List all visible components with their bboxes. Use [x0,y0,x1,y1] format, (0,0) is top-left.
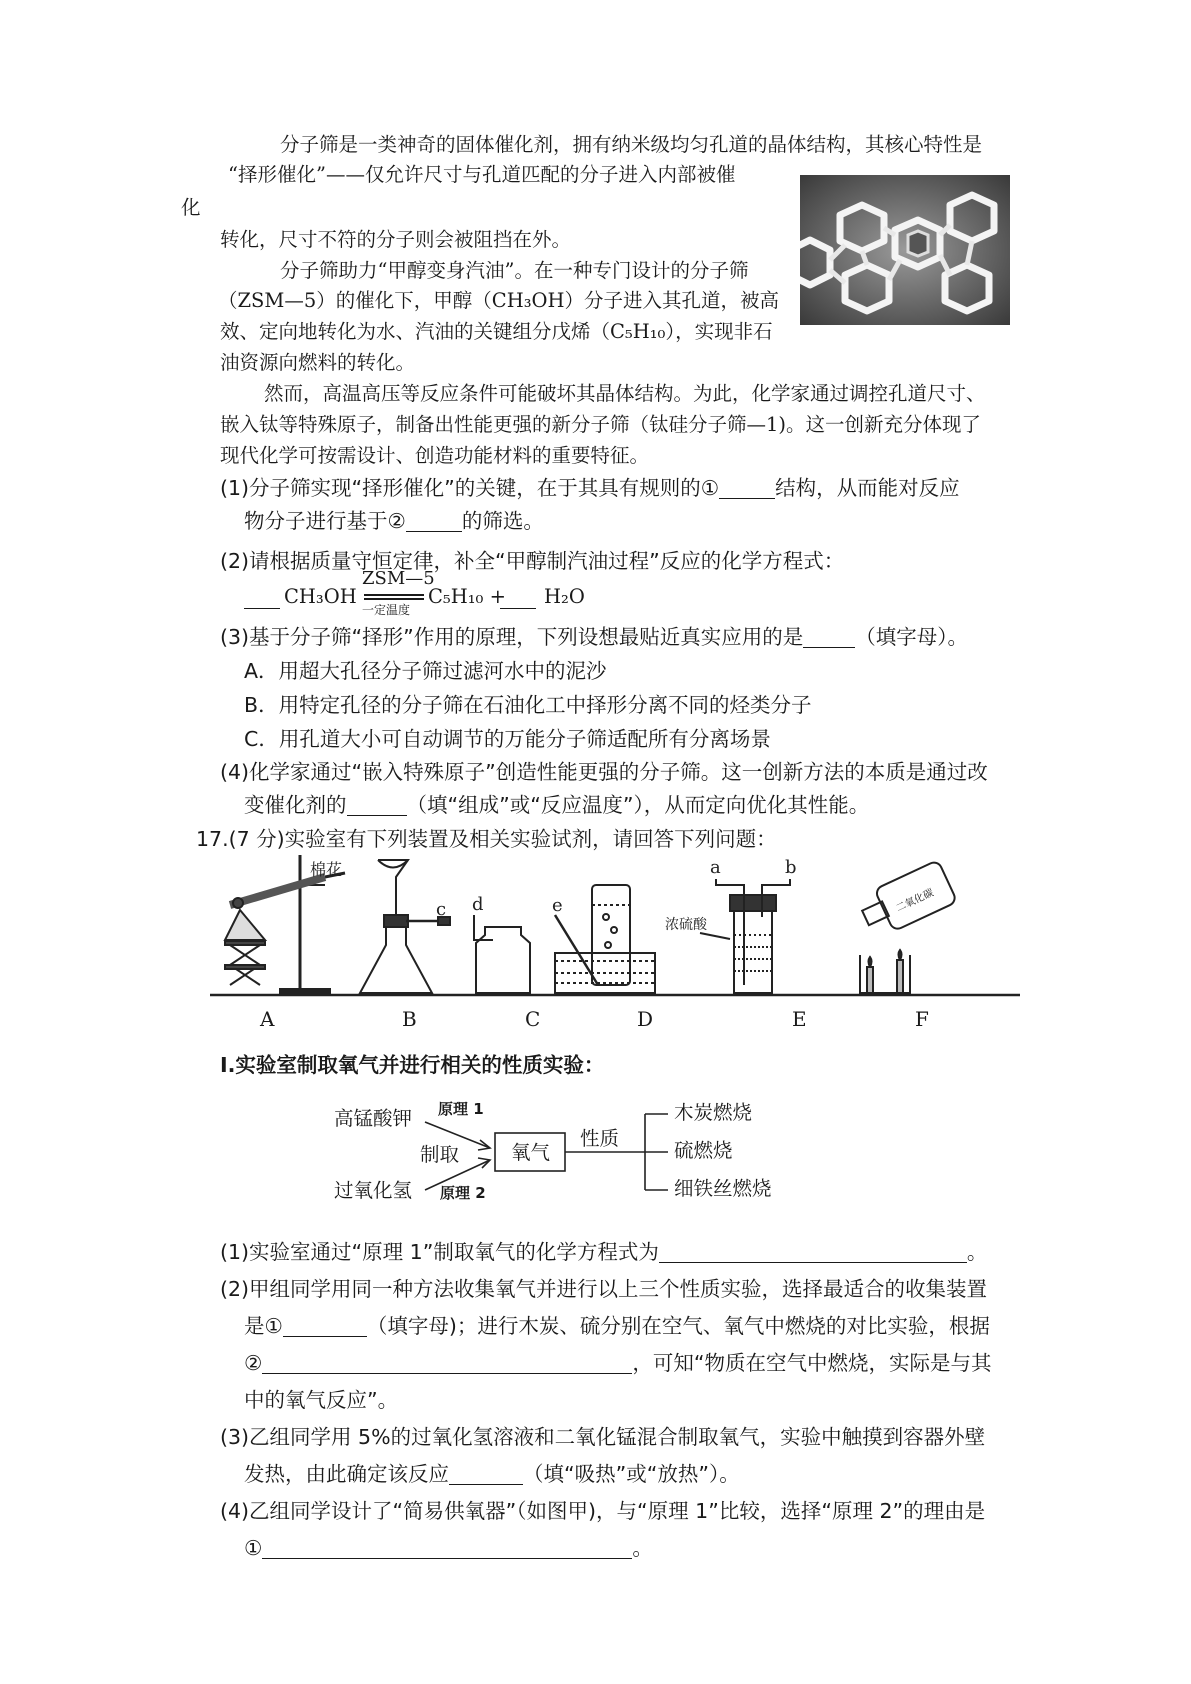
sub-question-4: (4)乙组同学设计了“简易供氧器”（如图甲)，与“原理 1”比较，选择“原理 2”的理由是 [220,1499,986,1523]
apparatus-label-b: B [402,1007,417,1031]
answer-blank[interactable] [803,625,855,648]
apparatus-label-e: E [792,1007,807,1031]
passage-line: “择形催化”——仅允许尺寸与孔道匹配的分子进入内部被催 [228,163,736,186]
answer-blank[interactable] [347,793,407,816]
answer-blank[interactable] [659,1240,967,1263]
conc-acid-label: 浓硫酸 [665,917,707,933]
question-4: (4)化学家通过“嵌入特殊原子”创造性能更强的分子筛。这一创新方法的本质是通过改 [220,760,988,784]
flow-iron: 细铁丝燃烧 [674,1177,772,1200]
passage-line: （ZSM—5）的催化下，甲醇（CH₃OH）分子进入其孔道，被高 [218,289,780,312]
cotton-label: 棉花 [310,860,343,879]
port-e-label: e [552,895,563,916]
sub-question-3: (3)乙组同学用 5%的过氧化氢溶液和二氧化锰混合制取氧气，实验中触摸到容器外壁 [220,1425,986,1449]
passage-line: 现代化学可按需设计、创造功能材料的重要特征。 [220,444,650,467]
apparatus-c [474,915,530,993]
co2-label: 二氧化碳 [894,887,936,915]
zeolite-structure-image [800,175,1010,325]
option-c: C．用孔道大小可自动调节的万能分子筛适配所有分离场景 [244,727,771,751]
sub-question-2-cont: ② ，可知“物质在空气中燃烧，实际是与其 [244,1351,992,1375]
sub-question-2-cont: 是① （填字母)；进行木炭、硫分别在空气、氧气中燃烧的对比实验，根据 [244,1314,990,1338]
passage-line: 油资源向燃料的转化。 [220,351,416,374]
port-d-label: d [472,894,484,915]
passage-line: 化 [181,196,201,219]
oxygen-flow-diagram [330,1090,800,1210]
coefficient-blank[interactable] [500,586,536,609]
question-1-cont: 物分子进行基于② 的筛选。 [244,509,544,533]
apparatus-f [856,860,957,993]
flow-h2o2: 过氧化氢 [334,1179,413,1202]
question-4-cont: 变催化剂的 （填“组成”或“反应温度”），从而定向优化其性能。 [244,793,870,817]
option-a: A．用超大孔径分子筛过滤河水中的泥沙 [244,659,607,683]
equals-sign [364,594,424,600]
apparatus-label-f: F [915,1007,929,1031]
flow-property: 性质 [580,1127,620,1150]
question-3: (3)基于分子筛“择形”作用的原理，下列设想最贴近真实应用的是 （填字母）。 [220,625,969,649]
flow-sulfur: 硫燃烧 [674,1139,733,1162]
port-c-label: c [436,899,447,920]
apparatus-e [700,879,790,993]
sub-question-2: (2)甲组同学用同一种方法收集氧气并进行以上三个性质实验，选择最适合的收集装置 [220,1277,988,1301]
flow-principle-1: 原理 1 [438,1100,484,1118]
passage-line: 转化，尺寸不符的分子则会被阻挡在外。 [220,228,572,251]
option-b: B．用特定孔径的分子筛在石油化工中择形分离不同的烃类分子 [244,693,812,717]
passage-line: 嵌入钛等特殊原子，制备出性能更强的新分子筛（钛硅分子筛—1)。这一创新充分体现了 [220,413,982,436]
flow-make: 制取 [420,1143,460,1166]
sub-question-1: (1)实验室通过“原理 1”制取氧气的化学方程式为 。 [220,1240,988,1264]
flow-charcoal: 木炭燃烧 [674,1101,753,1124]
port-a-label: a [710,857,721,878]
apparatus-label-c: C [525,1007,541,1031]
apparatus-label-d: D [637,1007,654,1031]
section-i-title: I.实验室制取氧气并进行相关的性质实验： [220,1053,605,1077]
passage-line: 效、定向地转化为水、汽油的关键组分戊烯（C₅H₁₀），实现非石 [220,320,773,343]
coefficient-blank[interactable] [244,586,280,609]
sub-question-4-cont: ① 。 [244,1536,653,1560]
answer-blank[interactable] [719,476,775,499]
flow-kmno4: 高锰酸钾 [334,1107,413,1130]
apparatus-b [360,860,450,993]
flow-principle-2: 原理 2 [440,1184,486,1202]
apparatus-label-a: A [260,1007,275,1031]
apparatus-d [555,885,655,993]
answer-blank[interactable] [262,1536,632,1559]
question-2: (2)请根据质量守恒定律，补全“甲醇制汽油过程”反应的化学方程式： [220,549,845,573]
question-17-header: 17.(7 分)实验室有下列装置及相关实验试剂，请回答下列问题： [196,827,777,851]
answer-blank[interactable] [449,1462,523,1485]
sub-question-3-cont: 发热，由此确定该反应 （填“吸热”或“放热”）。 [244,1462,740,1486]
flow-oxygen: 氧气 [511,1141,551,1164]
answer-blank[interactable] [262,1351,632,1374]
passage-line: 分子筛是一类神奇的固体催化剂，拥有纳米级均匀孔道的晶体结构，其核心特性是 [280,133,983,156]
answer-blank[interactable] [283,1314,367,1337]
question-1: (1)分子筛实现“择形催化”的关键，在于其具有规则的① 结构，从而能对反应 [220,476,960,500]
answer-blank[interactable] [406,509,462,532]
chemical-equation: CH₃OH ZSM—5 一定温度 C₅H₁₀ + H₂O [244,570,574,620]
port-b-label: b [785,857,797,878]
passage-line: 分子筛助力“甲醇变身汽油”。在一种专门设计的分子筛 [280,259,749,282]
sub-question-2-cont: 中的氧气反应”。 [244,1388,399,1412]
passage-line: 然而，高温高压等反应条件可能破坏其晶体结构。为此，化学家通过调控孔道尺寸、 [264,382,986,405]
apparatus-figure [210,855,1020,1025]
